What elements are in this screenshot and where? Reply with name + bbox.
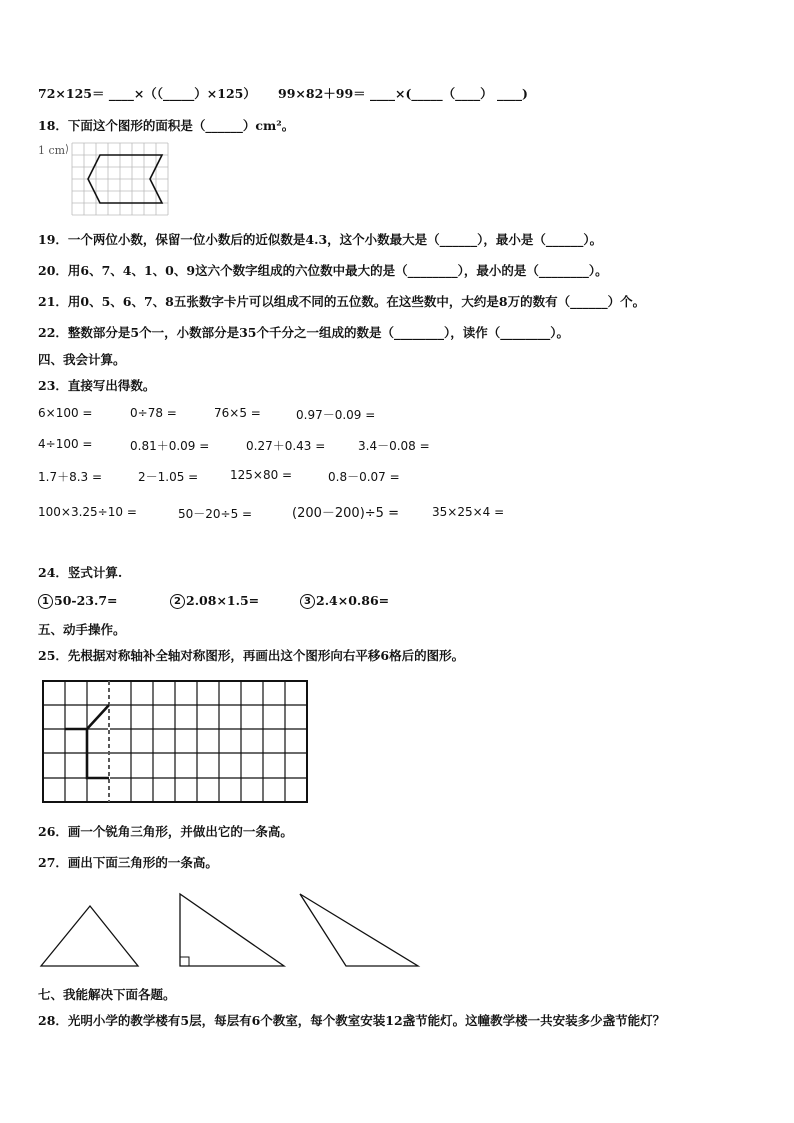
- oral-calc: 0÷78 =: [130, 406, 177, 420]
- oral-calc: 125×80 =: [230, 468, 293, 482]
- oral-calc: 100×3.25÷10 =: [38, 505, 137, 519]
- question-24: 24．竖式计算.: [38, 565, 123, 580]
- section-5-heading: 五、动手操作。: [38, 622, 126, 637]
- question-19: 19．一个两位小数，保留一位小数后的近似数是4.3，这个小数最大是（______），最小是（______）。: [38, 232, 603, 247]
- obtuse-triangle: [300, 894, 418, 966]
- section-7-heading: 七、我能解决下面各题。: [38, 987, 176, 1002]
- expr-99x82: 99×82＋99＝ ____×(_____（____） ____): [278, 86, 528, 101]
- scale-label: 1 cm: [38, 144, 66, 157]
- oral-calc: (200－200)÷5 =: [292, 506, 399, 521]
- oral-calc: 50－20÷5 =: [178, 507, 253, 521]
- circled-number: 3: [300, 594, 315, 609]
- oral-calc: 76×5 =: [214, 406, 261, 420]
- question-27: 27．画出下面三角形的一条高。: [38, 855, 218, 870]
- vertical-calc-3: [300, 593, 389, 609]
- area-figure-grid: [66, 140, 180, 218]
- question-20: 20．用6、7、4、1、0、9这六个数字组成的六位数中最大的是（________），最小的是（________）。: [38, 263, 608, 278]
- circled-number: 1: [38, 594, 53, 609]
- vertical-calc-1: [38, 593, 118, 609]
- question-23: 23．直接写出得数。: [38, 378, 156, 393]
- question-26: 26．画一个锐角三角形，并做出它的一条高。: [38, 824, 293, 839]
- right-angle-mark: [180, 957, 189, 966]
- oral-calc: 1.7＋8.3 =: [38, 470, 103, 484]
- triangles-figure: [38, 890, 428, 972]
- question-18: 18．下面这个图形的面积是（______）cm²。: [38, 118, 295, 133]
- vertical-calc-2: [170, 593, 259, 609]
- oral-calc: 6×100 =: [38, 406, 93, 420]
- acute-triangle: [41, 906, 138, 966]
- oral-calc: 3.4－0.08 =: [358, 439, 430, 453]
- question-25: 25．先根据对称轴补全轴对称图形，再画出这个图形向右平移6格后的图形。: [38, 648, 465, 663]
- section-4-heading: 四、我会计算。: [38, 352, 126, 367]
- oral-calc: 0.27＋0.43 =: [246, 439, 326, 453]
- oral-calc: 4÷100 =: [38, 437, 93, 451]
- question-21: 21．用0、5、6、7、8五张数字卡片可以组成不同的五位数。在这些数中，大约是8万的数有（______）个。: [38, 294, 646, 309]
- expr-72x125: 72×125＝ ____×（（_____）×125）: [38, 86, 256, 101]
- circled-number: 2: [170, 594, 185, 609]
- oral-calc: 0.8－0.07 =: [328, 470, 400, 484]
- symmetry-grid: [40, 678, 310, 806]
- vertical-expr: 2.08×1.5=: [186, 593, 260, 608]
- oral-calc: 0.97－0.09 =: [296, 408, 376, 422]
- oral-calc: 35×25×4 =: [432, 505, 505, 519]
- oral-calc: 2－1.05 =: [138, 470, 199, 484]
- question-22: 22．整数部分是5个一，小数部分是35个千分之一组成的数是（________），读作（________）。: [38, 325, 569, 340]
- question-28: 28．光明小学的教学楼有5层，每层有6个教室，每个教室安装12盏节能灯。这幢教学楼一共安装多少盏节能灯？: [38, 1013, 666, 1028]
- vertical-expr: 50-23.7=: [54, 593, 118, 608]
- right-triangle: [180, 894, 284, 966]
- vertical-expr: 2.4×0.86=: [316, 593, 390, 608]
- oral-calc: 0.81＋0.09 =: [130, 439, 210, 453]
